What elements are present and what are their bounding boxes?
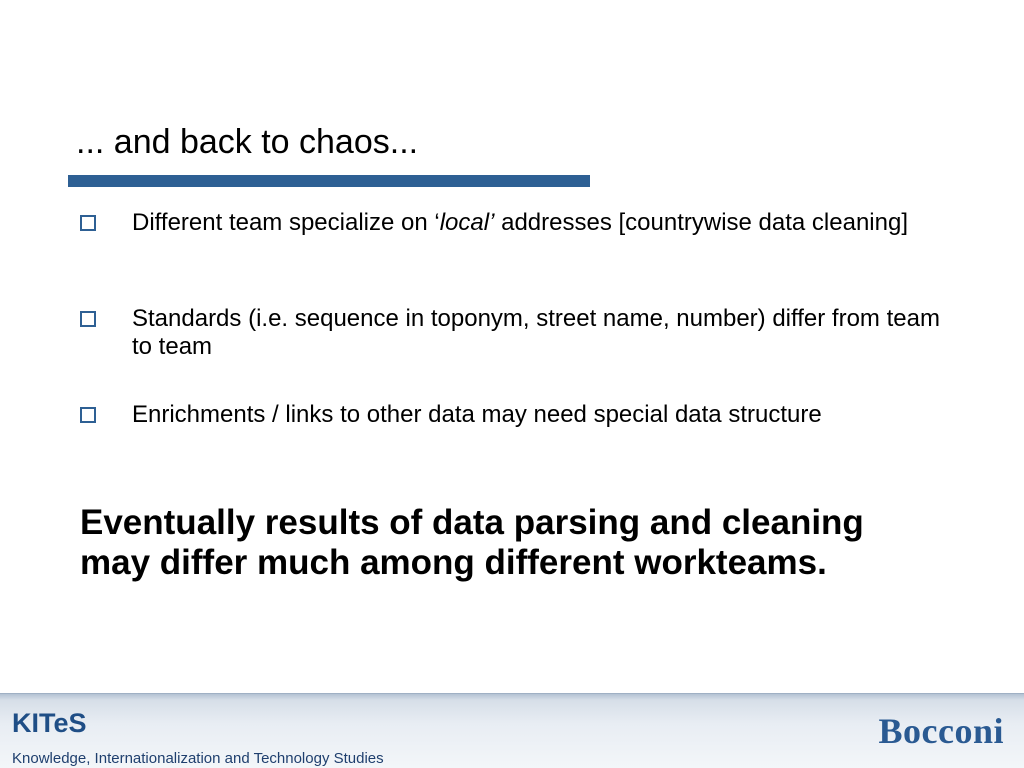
slide-title: ... and back to chaos...: [76, 123, 419, 161]
bullet-text: [132, 209, 962, 237]
conclusion-statement: Eventually results of data parsing and cleaning may differ much among different workteams.: [80, 503, 864, 582]
footer-banner: [0, 693, 1024, 768]
hollow-square-icon: [80, 407, 96, 423]
hollow-square-icon: [80, 311, 96, 327]
bullet-text: [132, 401, 962, 429]
kites-subtitle: Knowledge, Internationalization and Technology Studies: [12, 750, 384, 767]
bocconi-logo: Bocconi: [878, 711, 1004, 751]
bullet-text: [132, 305, 962, 361]
kites-logo: KITeS: [12, 708, 87, 738]
hollow-square-icon: [80, 215, 96, 231]
title-underline-bar: [68, 175, 590, 187]
bullet-text-part: Enrichments / links to other data may need special data structure: [132, 401, 822, 428]
bullet-text-part: addresses [countrywise data cleaning]: [494, 209, 908, 236]
bullet-text-part: Standards (i.e. sequence in toponym, street name, number) differ from team to team: [132, 305, 940, 360]
bullet-text-italic: local’: [439, 209, 495, 236]
bullet-text-part: Different team specialize on ‘: [132, 209, 440, 236]
